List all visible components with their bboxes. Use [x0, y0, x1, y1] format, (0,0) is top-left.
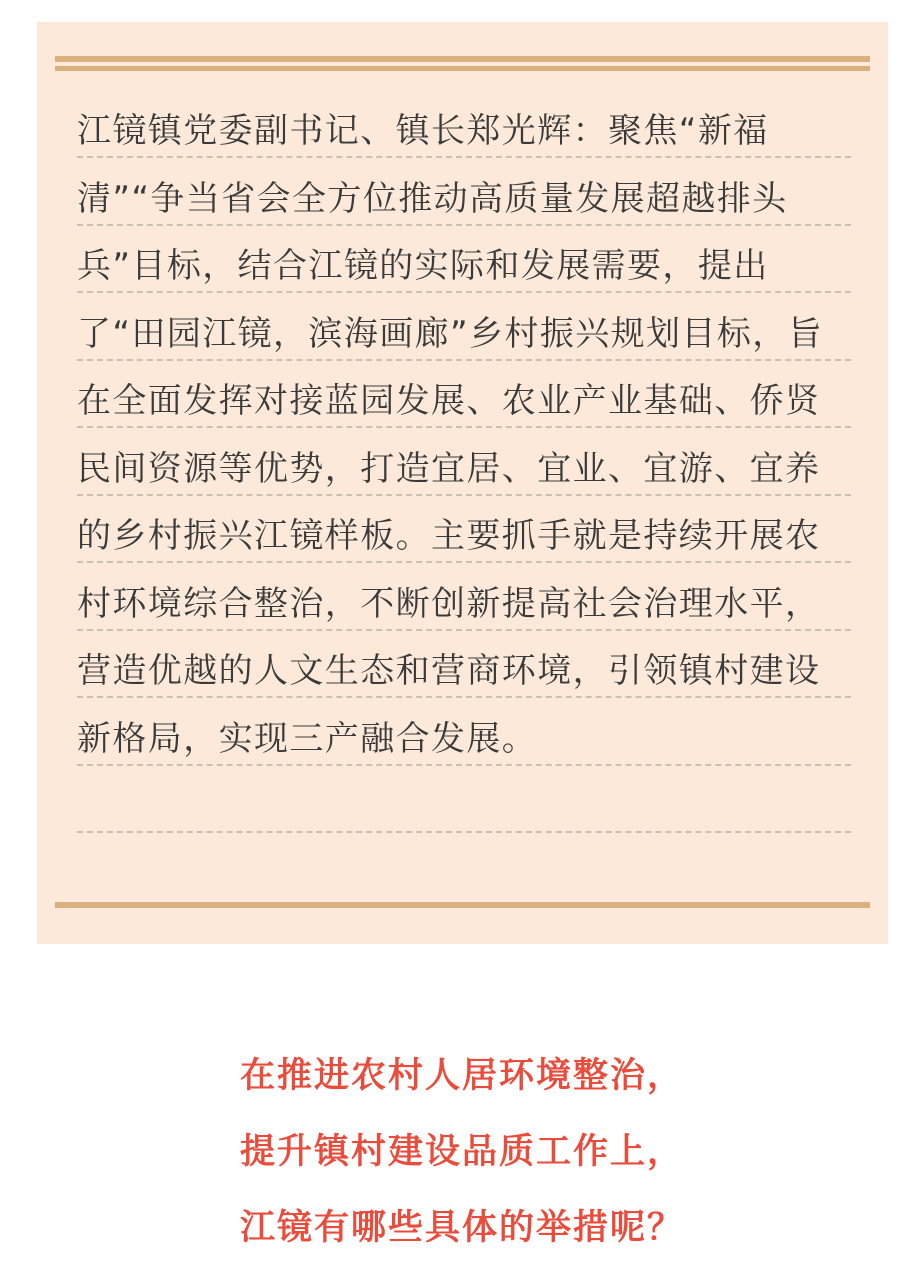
question-line-2: 提升镇村建设品质工作上， — [239, 1132, 684, 1172]
question-line-1: 在推进农村人居环境整治， — [239, 1056, 684, 1096]
top-double-rule — [55, 56, 870, 74]
question-line-3: 江镜有哪些具体的举措呢？ — [239, 1208, 684, 1248]
bottom-double-rule — [55, 902, 870, 920]
question-block — [0, 1038, 924, 1266]
interview-paragraph: 江镜镇党委副书记、镇长郑光辉：聚焦“新福清”“争当省会全方位推动高质量发展超越排头兵”目标，结合江镜的实际和发展需要，提出了“田园江镜，滨海画廊”乡村振兴规划目标，旨在全面发挥对接蓝园发展、农业产业基础、侨贤民间资源等优势，打造宜居、宜业、宜游、宜养的乡村振兴江镜样板。主要抓手就是持续开展农村环境综合整治，不断创新提高社会治理水平，营造优越的人文生态和营商环境，引领镇村建设新格局，实现三产融合发展。 — [77, 111, 824, 759]
quote-card — [37, 22, 888, 944]
